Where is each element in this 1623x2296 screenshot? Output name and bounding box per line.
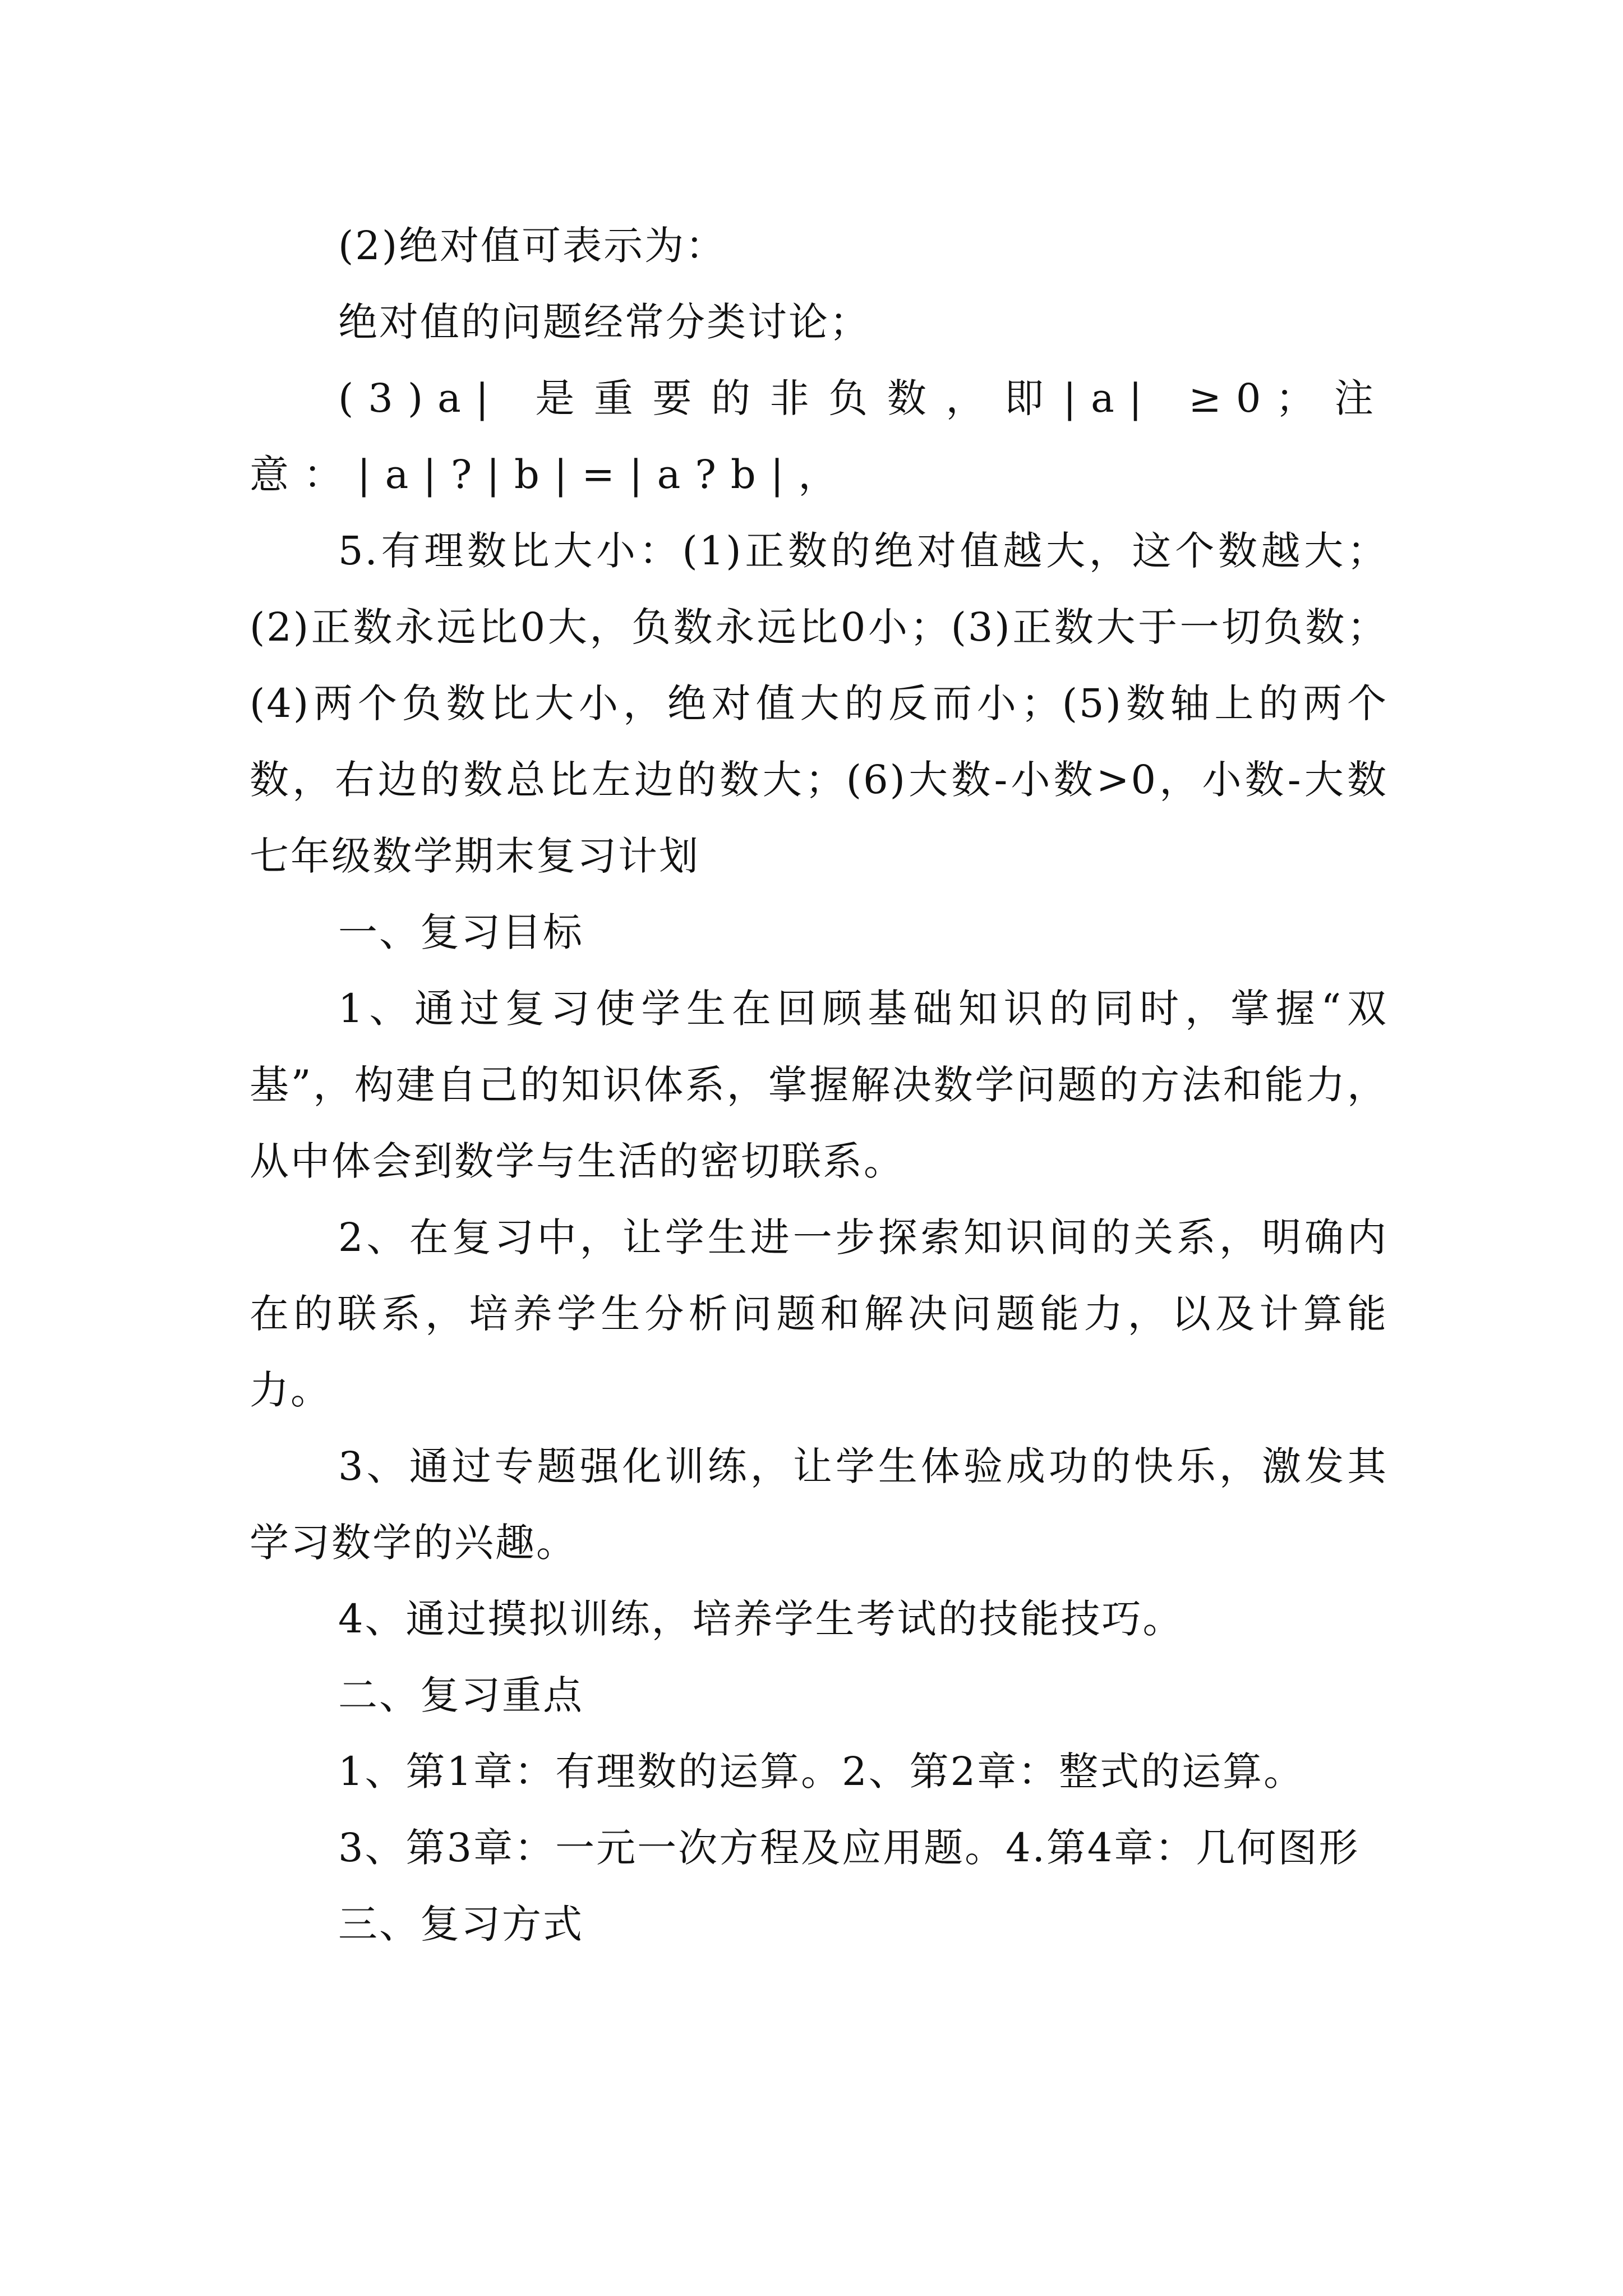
document-page (250, 208, 1470, 1962)
paragraph-abs-value-nonnegative: (3)a| 是重要的非负数，即|a| ≥0；注意：|a|?|b|=|a?b|， (250, 375, 1388, 498)
paragraph-goal-2: 2、在复习中，让学生进一步探索知识间的关系，明确内在的联系，培养学生分析问题和解决问题能力，以及计算能力。 (250, 1214, 1388, 1413)
paragraph-goal-3: 3、通过专题强化训练，让学生体验成功的快乐，激发其学习数学的兴趣。 (250, 1443, 1388, 1566)
heading-review-focus: 二、复习重点 (338, 1672, 584, 1718)
paragraph-goal-1: 1、通过复习使学生在回顾基础知识的同时，掌握“双基”，构建自己的知识体系，掌握解决数学问题的方法和能力，从中体会到数学与生活的密切联系。 (250, 986, 1388, 1184)
paragraph-focus-chapters-1-2: 1、第1章：有理数的运算。2、第2章：整式的运算。 (338, 1749, 1305, 1795)
paragraph-rational-comparison: 5.有理数比大小：(1)正数的绝对值越大，这个数越大；(2)正数永远比0大，负数永远比0小；(3)正数大于一切负数；(4)两个负数比大小，绝对值大的反而小；(5)数轴上的两个数，右边的数总比左边的数大；(6)大数-小数>0，小数-大数 七年级数学期末复习计划 (250, 528, 1470, 879)
paragraph-goal-4: 4、通过摸拟训练，培养学生考试的技能技巧。 (338, 1596, 1184, 1642)
paragraph-abs-value-expression: (2)绝对值可表示为： (338, 223, 727, 269)
paragraph-abs-value-discussion: 绝对值的问题经常分类讨论； (338, 299, 870, 345)
paragraph-focus-chapters-3-4: 3、第3章：一元一次方程及应用题。4.第4章：几何图形 (338, 1825, 1360, 1871)
heading-review-method: 三、复习方式 (338, 1901, 584, 1947)
heading-review-goals: 一、复习目标 (338, 909, 584, 955)
